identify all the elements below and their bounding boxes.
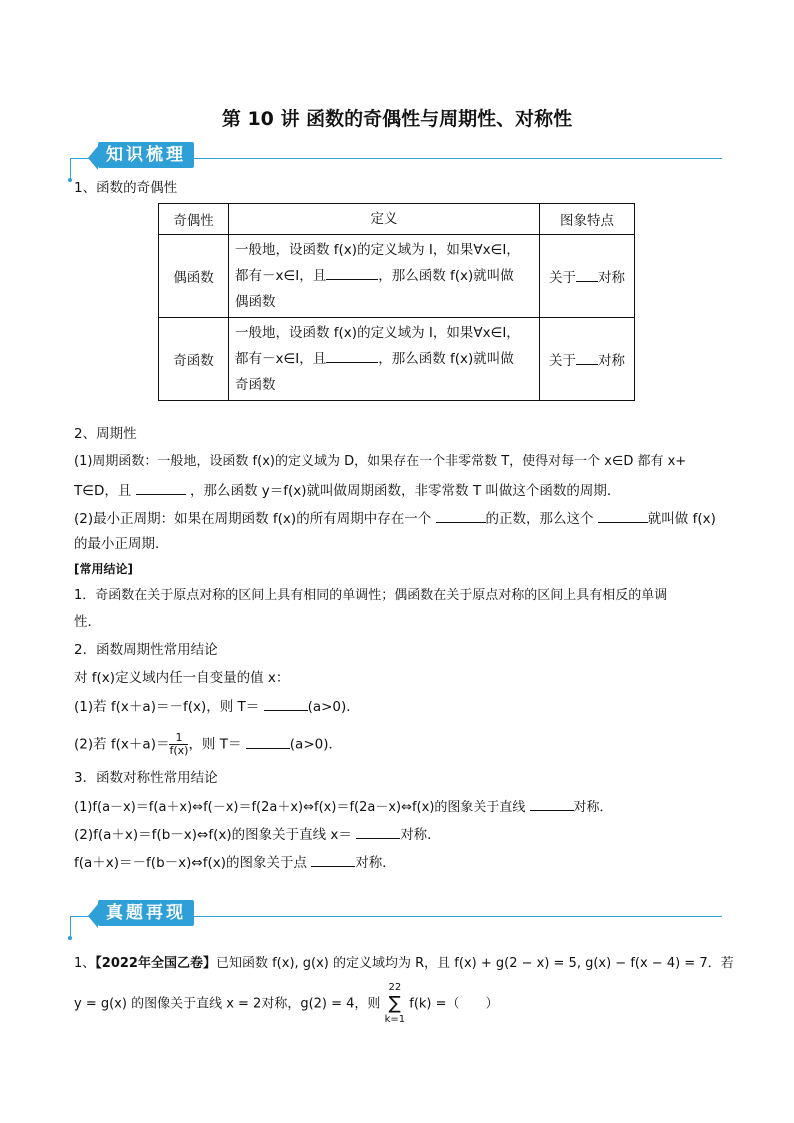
sum-sign: ∑ [388,993,401,1014]
text: f(a＋x)＝－f(b－x)⇔f(x)的图象关于点 [74,855,307,871]
heading-symmetry-results: 3．函数对称性常用结论 [74,770,218,786]
feature-text: 对称 [598,270,625,286]
paragraph: 1．奇函数在关于原点对称的区间上具有相同的单调性；偶函数在关于原点对称的区间上具有相反的单调 [74,588,668,603]
fill-blank [326,348,378,363]
paragraph [74,696,734,717]
text: 对称． [355,855,396,871]
text: 的正数，那么这个 [485,511,594,527]
paragraph [74,796,734,818]
heading-parity: 1、函数的奇偶性 [74,180,178,196]
fill-blank [264,696,308,711]
paragraph [74,824,734,845]
def-line [235,346,533,372]
feature-text: 对称 [598,353,625,369]
row-feature [540,235,635,318]
def-text: 都有－x∈I，且 [235,351,327,367]
question-source: 【2022年全国乙卷】 [95,956,216,971]
text: 对称． [400,827,441,843]
text: 对称． [573,800,613,815]
fill-blank [576,350,598,365]
text: (2)最小正周期：如果在周期函数 f(x)的所有周期中存在一个 [74,511,432,527]
text: T∈D，且 [74,483,132,499]
row-name: 偶函数 [159,235,229,318]
page-title: 第 10 讲 函数的奇偶性与周期性、对称性 [221,108,573,130]
fill-blank [436,508,486,523]
def-text: ，那么函数 f(x)就叫做 [378,268,514,284]
row-name: 奇函数 [159,318,229,401]
col-header: 定义 [229,204,540,235]
def-line: 偶函数 [235,294,276,310]
header-wedge [88,146,98,170]
text: ，那么函数 y＝f(x)就叫做周期函数，非零常数 T 叫做这个函数的周期． [190,483,621,499]
feature-text: 关于 [549,353,576,369]
sum-lower: k=1 [384,1014,406,1025]
header-side-rule [70,916,71,938]
text: ，则 T＝ [188,736,242,753]
def-line: 一般地，设函数 f(x)的定义域为 I，如果∀x∈I， [235,242,520,258]
def-text: ，那么函数 f(x)就叫做 [378,351,514,367]
fraction-denominator: f(x) [169,744,189,757]
header-side-rule [70,158,71,180]
header-wedge [88,904,98,928]
text: 已知函数 f(x), g(x) 的定义域均为 R，且 f(x) + g(2 − x) = 5, g(x) − f(x − 4) = 7．若 [215,956,734,971]
paragraph: (1)周期函数：一般地，设函数 f(x)的定义域为 D，如果存在一个非零常数 T，使得对每一个 x∈D 都有 x+ [74,454,687,469]
paragraph [74,480,734,501]
text: (1)f(a－x)＝f(a＋x)⇔f(－x)＝f(2a＋x)⇔f(x)＝f(2a－x)⇔f(x)的图象关于直线 [74,800,526,815]
table-row [159,318,635,401]
text: (2)若 f(x＋a)＝ [74,736,170,753]
fill-blank [530,796,574,811]
section-label: 知识梳理 [98,142,194,168]
def-text: 都有－x∈I，且 [235,268,327,284]
text: (1)若 f(x＋a)＝－f(x)，则 T＝ [74,699,260,715]
fill-blank [311,852,355,867]
paragraph: 的最小正周期． [74,536,169,552]
text: y = g(x) 的图像关于直线 x = 2对称，g(2) = 4，则 [74,996,381,1012]
fraction [169,732,188,757]
summation [385,982,406,1026]
header-dot [68,936,72,940]
row-definition [229,235,540,318]
fill-blank [576,267,598,282]
parity-table [158,203,635,401]
fill-blank [356,824,400,839]
row-feature [540,318,635,401]
text: f(k) =（ ） [409,996,499,1012]
table-header-row [159,204,635,235]
text: (a>0)． [307,699,360,715]
paragraph [74,508,734,529]
question-line [74,954,734,974]
paragraph: 对 f(x)定义域内任一自变量的值 x： [74,670,290,686]
col-header: 奇偶性 [159,204,229,235]
text: 就叫做 f(x) [647,511,716,527]
text: (2)f(a＋x)＝f(b－x)⇔f(x)的图象关于直线 x＝ [74,827,352,843]
heading-common-results: [常用结论] [74,562,133,576]
section-header-exam [70,898,722,938]
fill-blank [246,734,290,749]
table-row [159,235,635,318]
heading-periodicity: 2、周期性 [74,426,137,442]
feature-text: 关于 [549,270,576,286]
section-header-knowledge [70,140,722,180]
fill-blank [598,508,648,523]
fill-blank [326,265,378,280]
def-line: 一般地，设函数 f(x)的定义域为 I，如果∀x∈I， [235,325,520,341]
paragraph [74,852,734,873]
col-header: 图象特点 [540,204,635,235]
paragraph [74,732,734,757]
section-label: 真题再现 [98,900,194,926]
header-dot [68,178,72,182]
def-line: 奇函数 [235,377,276,393]
def-line [235,263,533,289]
question-number: 1、 [74,956,96,971]
text: (a>0)． [289,736,342,753]
fill-blank [136,480,186,495]
question-line [74,982,734,1026]
paragraph: 性． [74,614,101,630]
fraction-numerator: 1 [169,732,188,745]
heading-periodic-results: 2．函数周期性常用结论 [74,642,218,658]
row-definition [229,318,540,401]
sum-upper: 22 [388,982,402,993]
